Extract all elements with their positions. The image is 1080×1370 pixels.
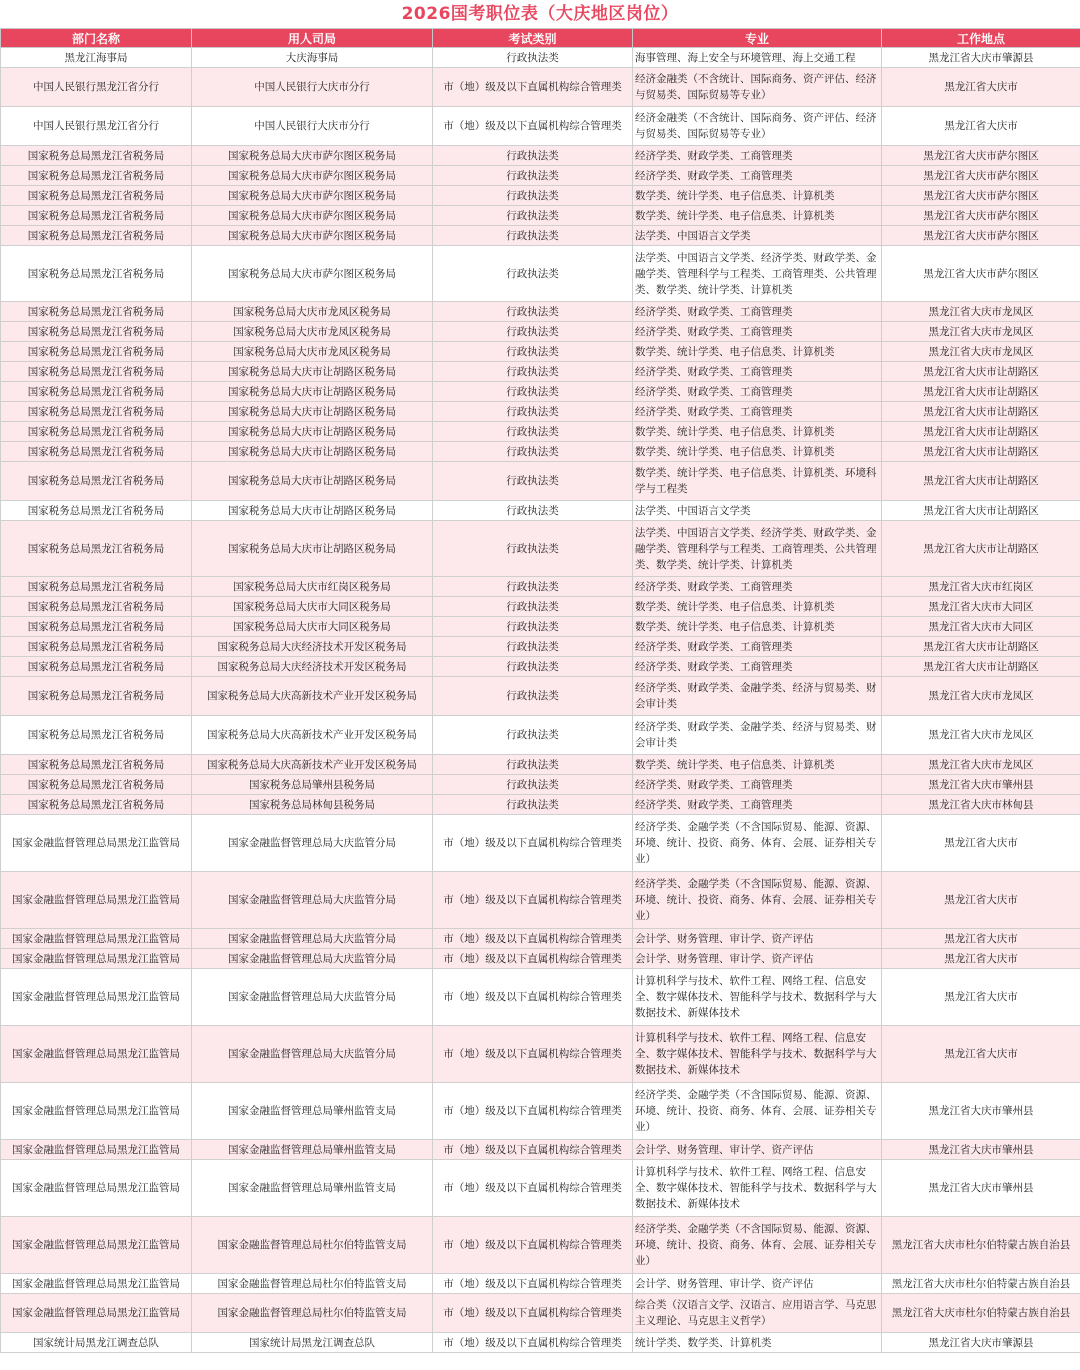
cell-employer: 国家税务总局大庆市大同区税务局 [192,617,433,637]
table-row [1,1140,1080,1160]
cell-department: 中国人民银行黑龙江省分行 [1,68,192,107]
cell-exam-category: 行政执法类 [433,677,633,716]
table-row [1,775,1080,795]
cell-employer: 国家金融监督管理总局肇州监管支局 [192,1160,433,1217]
cell-location: 黑龙江省大庆市萨尔图区 [882,146,1080,166]
cell-location: 黑龙江省大庆市萨尔图区 [882,186,1080,206]
cell-major: 综合类（汉语言文学、汉语言、应用语言学、马克思主义理论、马克思主义哲学） [633,1294,882,1333]
cell-major: 会计学、财务管理、审计学、资产评估 [633,949,882,969]
cell-exam-category: 行政执法类 [433,577,633,597]
table-row [1,521,1080,577]
cell-employer: 国家税务总局大庆市让胡路区税务局 [192,462,433,501]
cell-department: 国家税务总局黑龙江省税务局 [1,521,192,577]
cell-employer: 国家金融监督管理总局杜尔伯特监管支局 [192,1274,433,1294]
table-row [1,795,1080,815]
cell-major: 经济学类、财政学类、工商管理类 [633,577,882,597]
cell-exam-category: 行政执法类 [433,186,633,206]
table-row [1,48,1080,68]
cell-major: 经济学类、财政学类、工商管理类 [633,382,882,402]
cell-exam-category: 行政执法类 [433,501,633,521]
cell-employer: 国家税务总局大庆市龙凤区税务局 [192,322,433,342]
cell-exam-category: 市（地）级及以下直属机构综合管理类 [433,1083,633,1140]
cell-exam-category: 市（地）级及以下直属机构综合管理类 [433,1294,633,1333]
cell-major: 统计学类、数学类、计算机类 [633,1333,882,1353]
cell-employer: 中国人民银行大庆市分行 [192,107,433,146]
cell-location: 黑龙江省大庆市让胡路区 [882,422,1080,442]
cell-employer: 国家税务总局大庆市让胡路区税务局 [192,442,433,462]
table-row [1,68,1080,107]
cell-exam-category: 市（地）级及以下直属机构综合管理类 [433,969,633,1026]
cell-department: 国家金融监督管理总局黑龙江监管局 [1,929,192,949]
cell-major: 数学类、统计学类、电子信息类、计算机类 [633,442,882,462]
table-row [1,597,1080,617]
cell-employer: 国家金融监督管理总局大庆监管分局 [192,929,433,949]
cell-exam-category: 行政执法类 [433,422,633,442]
table-row [1,1217,1080,1274]
cell-employer: 国家税务总局大庆市萨尔图区税务局 [192,246,433,302]
cell-department: 国家税务总局黑龙江省税务局 [1,755,192,775]
cell-department: 国家税务总局黑龙江省税务局 [1,677,192,716]
cell-exam-category: 市（地）级及以下直属机构综合管理类 [433,872,633,929]
job-table [0,28,1080,1353]
cell-employer: 国家税务总局大庆市红岗区税务局 [192,577,433,597]
cell-exam-category: 市（地）级及以下直属机构综合管理类 [433,815,633,872]
cell-major: 数学类、统计学类、电子信息类、计算机类 [633,342,882,362]
cell-employer: 国家税务总局大庆市大同区税务局 [192,597,433,617]
table-row [1,422,1080,442]
cell-department: 国家税务总局黑龙江省税务局 [1,246,192,302]
cell-major: 经济学类、财政学类、金融学类、经济与贸易类、财会审计类 [633,716,882,755]
cell-employer: 国家金融监督管理总局杜尔伯特监管支局 [192,1294,433,1333]
header-major: 专业 [633,29,882,48]
table-row [1,362,1080,382]
cell-major: 经济学类、财政学类、工商管理类 [633,362,882,382]
cell-major: 数学类、统计学类、电子信息类、计算机类 [633,422,882,442]
cell-department: 国家金融监督管理总局黑龙江监管局 [1,815,192,872]
cell-department: 中国人民银行黑龙江省分行 [1,107,192,146]
cell-major: 海事管理、海上安全与环境管理、海上交通工程 [633,48,882,68]
cell-major: 经济学类、财政学类、工商管理类 [633,166,882,186]
cell-location: 黑龙江省大庆市肇源县 [882,48,1080,68]
cell-exam-category: 行政执法类 [433,402,633,422]
table-row [1,146,1080,166]
cell-department: 国家税务总局黑龙江省税务局 [1,422,192,442]
cell-major: 数学类、统计学类、电子信息类、计算机类 [633,597,882,617]
cell-employer: 国家税务总局林甸县税务局 [192,795,433,815]
cell-department: 国家税务总局黑龙江省税务局 [1,637,192,657]
table-row [1,969,1080,1026]
cell-exam-category: 行政执法类 [433,382,633,402]
cell-department: 黑龙江海事局 [1,48,192,68]
cell-department: 国家税务总局黑龙江省税务局 [1,206,192,226]
cell-major: 经济学类、财政学类、金融学类、经济与贸易类、财会审计类 [633,677,882,716]
cell-department: 国家税务总局黑龙江省税务局 [1,795,192,815]
cell-major: 数学类、统计学类、电子信息类、计算机类 [633,755,882,775]
cell-exam-category: 行政执法类 [433,442,633,462]
cell-department: 国家税务总局黑龙江省税务局 [1,342,192,362]
cell-department: 国家税务总局黑龙江省税务局 [1,402,192,422]
cell-location: 黑龙江省大庆市让胡路区 [882,362,1080,382]
cell-location: 黑龙江省大庆市 [882,872,1080,929]
cell-employer: 国家金融监督管理总局大庆监管分局 [192,949,433,969]
cell-department: 国家税务总局黑龙江省税务局 [1,657,192,677]
cell-location: 黑龙江省大庆市萨尔图区 [882,166,1080,186]
cell-employer: 国家统计局黑龙江调查总队 [192,1333,433,1353]
cell-department: 国家税务总局黑龙江省税务局 [1,577,192,597]
cell-major: 经济学类、金融学类（不含国际贸易、能源、资源、环境、统计、投资、商务、体育、会展、证券相关专业） [633,1217,882,1274]
header-employer: 用人司局 [192,29,433,48]
cell-employer: 国家税务总局大庆市萨尔图区税务局 [192,226,433,246]
cell-location: 黑龙江省大庆市红岗区 [882,577,1080,597]
table-row [1,1274,1080,1294]
cell-location: 黑龙江省大庆市让胡路区 [882,382,1080,402]
cell-employer: 国家金融监督管理总局大庆监管分局 [192,969,433,1026]
cell-major: 会计学、财务管理、审计学、资产评估 [633,929,882,949]
cell-department: 国家金融监督管理总局黑龙江监管局 [1,872,192,929]
cell-exam-category: 市（地）级及以下直属机构综合管理类 [433,68,633,107]
cell-exam-category: 行政执法类 [433,302,633,322]
table-row [1,462,1080,501]
cell-location: 黑龙江省大庆市肇州县 [882,1140,1080,1160]
table-row [1,637,1080,657]
cell-employer: 国家税务总局大庆高新技术产业开发区税务局 [192,677,433,716]
header-department: 部门名称 [1,29,192,48]
cell-department: 国家金融监督管理总局黑龙江监管局 [1,1026,192,1083]
cell-department: 国家税务总局黑龙江省税务局 [1,302,192,322]
cell-department: 国家税务总局黑龙江省税务局 [1,146,192,166]
table-row [1,949,1080,969]
cell-location: 黑龙江省大庆市让胡路区 [882,442,1080,462]
cell-major: 会计学、财务管理、审计学、资产评估 [633,1140,882,1160]
cell-department: 国家金融监督管理总局黑龙江监管局 [1,1217,192,1274]
table-row [1,716,1080,755]
cell-major: 经济学类、金融学类（不含国际贸易、能源、资源、环境、统计、投资、商务、体育、会展、证券相关专业） [633,815,882,872]
cell-major: 会计学、财务管理、审计学、资产评估 [633,1274,882,1294]
table-row [1,107,1080,146]
cell-employer: 国家金融监督管理总局肇州监管支局 [192,1083,433,1140]
cell-exam-category: 市（地）级及以下直属机构综合管理类 [433,1140,633,1160]
cell-exam-category: 行政执法类 [433,246,633,302]
cell-location: 黑龙江省大庆市让胡路区 [882,501,1080,521]
cell-exam-category: 行政执法类 [433,716,633,755]
cell-employer: 国家税务总局大庆市让胡路区税务局 [192,521,433,577]
cell-major: 计算机科学与技术、软件工程、网络工程、信息安全、数字媒体技术、智能科学与技术、数据科学与大数据技术、新媒体技术 [633,1026,882,1083]
cell-department: 国家税务总局黑龙江省税务局 [1,442,192,462]
cell-employer: 国家税务总局大庆市让胡路区税务局 [192,422,433,442]
cell-location: 黑龙江省大庆市龙凤区 [882,302,1080,322]
cell-location: 黑龙江省大庆市龙凤区 [882,677,1080,716]
table-row [1,1083,1080,1140]
cell-major: 数学类、统计学类、电子信息类、计算机类 [633,617,882,637]
table-row [1,501,1080,521]
cell-employer: 国家税务总局大庆市萨尔图区税务局 [192,146,433,166]
cell-location: 黑龙江省大庆市萨尔图区 [882,226,1080,246]
cell-location: 黑龙江省大庆市让胡路区 [882,462,1080,501]
cell-employer: 国家税务总局大庆经济技术开发区税务局 [192,637,433,657]
cell-department: 国家税务总局黑龙江省税务局 [1,462,192,501]
cell-major: 经济学类、金融学类（不含国际贸易、能源、资源、环境、统计、投资、商务、体育、会展、证券相关专业） [633,872,882,929]
cell-exam-category: 行政执法类 [433,617,633,637]
cell-location: 黑龙江省大庆市让胡路区 [882,521,1080,577]
table-row [1,929,1080,949]
cell-major: 经济学类、财政学类、工商管理类 [633,322,882,342]
cell-major: 法学类、中国语言文学类、经济学类、财政学类、金融学类、管理科学与工程类、工商管理类、公共管理类、数学类、统计学类、计算机类 [633,246,882,302]
cell-location: 黑龙江省大庆市萨尔图区 [882,246,1080,302]
cell-department: 国家金融监督管理总局黑龙江监管局 [1,1274,192,1294]
cell-exam-category: 市（地）级及以下直属机构综合管理类 [433,1217,633,1274]
cell-location: 黑龙江省大庆市大同区 [882,597,1080,617]
cell-department: 国家税务总局黑龙江省税务局 [1,501,192,521]
cell-employer: 国家税务总局大庆高新技术产业开发区税务局 [192,755,433,775]
table-row [1,755,1080,775]
cell-department: 国家金融监督管理总局黑龙江监管局 [1,969,192,1026]
cell-exam-category: 行政执法类 [433,226,633,246]
cell-employer: 国家金融监督管理总局大庆监管分局 [192,815,433,872]
table-row [1,442,1080,462]
cell-exam-category: 市（地）级及以下直属机构综合管理类 [433,1333,633,1353]
cell-employer: 国家税务总局大庆市萨尔图区税务局 [192,166,433,186]
cell-exam-category: 行政执法类 [433,48,633,68]
cell-major: 经济金融类（不含统计、国际商务、资产评估、经济与贸易类、国际贸易等专业） [633,107,882,146]
cell-location: 黑龙江省大庆市林甸县 [882,795,1080,815]
cell-department: 国家税务总局黑龙江省税务局 [1,382,192,402]
cell-exam-category: 行政执法类 [433,637,633,657]
table-row [1,1160,1080,1217]
cell-location: 黑龙江省大庆市龙凤区 [882,755,1080,775]
table-row [1,617,1080,637]
cell-major: 经济金融类（不含统计、国际商务、资产评估、经济与贸易类、国际贸易等专业） [633,68,882,107]
cell-location: 黑龙江省大庆市肇州县 [882,775,1080,795]
cell-location: 黑龙江省大庆市 [882,949,1080,969]
cell-employer: 国家税务总局大庆市让胡路区税务局 [192,402,433,422]
table-row [1,186,1080,206]
cell-exam-category: 行政执法类 [433,462,633,501]
table-row [1,402,1080,422]
cell-location: 黑龙江省大庆市杜尔伯特蒙古族自治县 [882,1294,1080,1333]
cell-location: 黑龙江省大庆市萨尔图区 [882,206,1080,226]
cell-employer: 国家税务总局大庆经济技术开发区税务局 [192,657,433,677]
cell-major: 经济学类、财政学类、工商管理类 [633,657,882,677]
table-row [1,1294,1080,1333]
cell-employer: 国家金融监督管理总局大庆监管分局 [192,872,433,929]
cell-employer: 国家税务总局大庆市让胡路区税务局 [192,362,433,382]
cell-major: 经济学类、金融学类（不含国际贸易、能源、资源、环境、统计、投资、商务、体育、会展、证券相关专业） [633,1083,882,1140]
cell-exam-category: 行政执法类 [433,322,633,342]
table-row [1,302,1080,322]
cell-exam-category: 市（地）级及以下直属机构综合管理类 [433,107,633,146]
table-row [1,815,1080,872]
cell-exam-category: 行政执法类 [433,597,633,617]
cell-employer: 国家税务总局大庆市让胡路区税务局 [192,501,433,521]
cell-location: 黑龙江省大庆市 [882,815,1080,872]
cell-location: 黑龙江省大庆市 [882,107,1080,146]
cell-employer: 国家税务总局大庆市萨尔图区税务局 [192,206,433,226]
cell-major: 法学类、中国语言文学类、经济学类、财政学类、金融学类、管理科学与工程类、工商管理类、公共管理类、数学类、统计学类、计算机类 [633,521,882,577]
cell-department: 国家税务总局黑龙江省税务局 [1,716,192,755]
cell-department: 国家金融监督管理总局黑龙江监管局 [1,1083,192,1140]
cell-location: 黑龙江省大庆市 [882,969,1080,1026]
cell-major: 经济学类、财政学类、工商管理类 [633,795,882,815]
cell-location: 黑龙江省大庆市 [882,929,1080,949]
cell-major: 经济学类、财政学类、工商管理类 [633,402,882,422]
cell-employer: 国家税务总局肇州县税务局 [192,775,433,795]
cell-location: 黑龙江省大庆市杜尔伯特蒙古族自治县 [882,1217,1080,1274]
cell-exam-category: 行政执法类 [433,775,633,795]
cell-department: 国家税务总局黑龙江省税务局 [1,362,192,382]
cell-major: 法学类、中国语言文学类 [633,226,882,246]
cell-employer: 国家税务总局大庆市让胡路区税务局 [192,382,433,402]
cell-location: 黑龙江省大庆市让胡路区 [882,402,1080,422]
cell-exam-category: 行政执法类 [433,206,633,226]
cell-employer: 大庆海事局 [192,48,433,68]
cell-department: 国家金融监督管理总局黑龙江监管局 [1,949,192,969]
cell-location: 黑龙江省大庆市 [882,1026,1080,1083]
cell-department: 国家税务总局黑龙江省税务局 [1,322,192,342]
table-row [1,342,1080,362]
table-row [1,166,1080,186]
table-row [1,677,1080,716]
cell-employer: 国家金融监督管理总局大庆监管分局 [192,1026,433,1083]
table-row [1,206,1080,226]
table-row [1,872,1080,929]
cell-department: 国家税务总局黑龙江省税务局 [1,597,192,617]
cell-exam-category: 市（地）级及以下直属机构综合管理类 [433,1274,633,1294]
cell-employer: 中国人民银行大庆市分行 [192,68,433,107]
cell-major: 经济学类、财政学类、工商管理类 [633,146,882,166]
table-row [1,382,1080,402]
cell-employer: 国家金融监督管理总局肇州监管支局 [192,1140,433,1160]
cell-major: 数学类、统计学类、电子信息类、计算机类 [633,186,882,206]
cell-location: 黑龙江省大庆市杜尔伯特蒙古族自治县 [882,1274,1080,1294]
cell-exam-category: 市（地）级及以下直属机构综合管理类 [433,929,633,949]
cell-department: 国家税务总局黑龙江省税务局 [1,775,192,795]
cell-employer: 国家税务总局大庆市萨尔图区税务局 [192,186,433,206]
table-body [1,48,1080,1353]
cell-exam-category: 行政执法类 [433,657,633,677]
cell-exam-category: 行政执法类 [433,342,633,362]
table-row [1,577,1080,597]
cell-department: 国家税务总局黑龙江省税务局 [1,166,192,186]
cell-location: 黑龙江省大庆市让胡路区 [882,657,1080,677]
cell-major: 计算机科学与技术、软件工程、网络工程、信息安全、数字媒体技术、智能科学与技术、数据科学与大数据技术、新媒体技术 [633,969,882,1026]
cell-location: 黑龙江省大庆市龙凤区 [882,322,1080,342]
cell-exam-category: 行政执法类 [433,795,633,815]
cell-major: 经济学类、财政学类、工商管理类 [633,775,882,795]
cell-employer: 国家税务总局大庆市龙凤区税务局 [192,342,433,362]
cell-department: 国家金融监督管理总局黑龙江监管局 [1,1294,192,1333]
cell-location: 黑龙江省大庆市肇州县 [882,1083,1080,1140]
cell-exam-category: 行政执法类 [433,166,633,186]
cell-location: 黑龙江省大庆市龙凤区 [882,342,1080,362]
cell-department: 国家金融监督管理总局黑龙江监管局 [1,1160,192,1217]
cell-employer: 国家税务总局大庆高新技术产业开发区税务局 [192,716,433,755]
cell-major: 计算机科学与技术、软件工程、网络工程、信息安全、数字媒体技术、智能科学与技术、数据科学与大数据技术、新媒体技术 [633,1160,882,1217]
cell-location: 黑龙江省大庆市 [882,68,1080,107]
cell-department: 国家统计局黑龙江调查总队 [1,1333,192,1353]
cell-exam-category: 行政执法类 [433,521,633,577]
cell-location: 黑龙江省大庆市大同区 [882,617,1080,637]
header-location: 工作地点 [882,29,1080,48]
cell-major: 经济学类、财政学类、工商管理类 [633,302,882,322]
cell-exam-category: 行政执法类 [433,362,633,382]
cell-exam-category: 市（地）级及以下直属机构综合管理类 [433,949,633,969]
page-title: 2026国考职位表（大庆地区岗位） [401,4,679,24]
table-header-row [1,29,1080,48]
cell-location: 黑龙江省大庆市龙凤区 [882,716,1080,755]
table-row [1,1333,1080,1353]
cell-major: 数学类、统计学类、电子信息类、计算机类、环境科学与工程类 [633,462,882,501]
cell-department: 国家金融监督管理总局黑龙江监管局 [1,1140,192,1160]
table-row [1,226,1080,246]
cell-exam-category: 市（地）级及以下直属机构综合管理类 [433,1026,633,1083]
cell-employer: 国家金融监督管理总局杜尔伯特监管支局 [192,1217,433,1274]
table-row [1,1026,1080,1083]
table-row [1,322,1080,342]
cell-department: 国家税务总局黑龙江省税务局 [1,226,192,246]
cell-major: 数学类、统计学类、电子信息类、计算机类 [633,206,882,226]
header-exam-category: 考试类别 [433,29,633,48]
cell-exam-category: 市（地）级及以下直属机构综合管理类 [433,1160,633,1217]
cell-department: 国家税务总局黑龙江省税务局 [1,617,192,637]
cell-exam-category: 行政执法类 [433,755,633,775]
cell-department: 国家税务总局黑龙江省税务局 [1,186,192,206]
table-row [1,246,1080,302]
cell-location: 黑龙江省大庆市让胡路区 [882,637,1080,657]
cell-location: 黑龙江省大庆市肇源县 [882,1333,1080,1353]
cell-exam-category: 行政执法类 [433,146,633,166]
cell-employer: 国家税务总局大庆市龙凤区税务局 [192,302,433,322]
cell-major: 法学类、中国语言文学类 [633,501,882,521]
cell-location: 黑龙江省大庆市肇州县 [882,1160,1080,1217]
table-row [1,657,1080,677]
cell-major: 经济学类、财政学类、工商管理类 [633,637,882,657]
